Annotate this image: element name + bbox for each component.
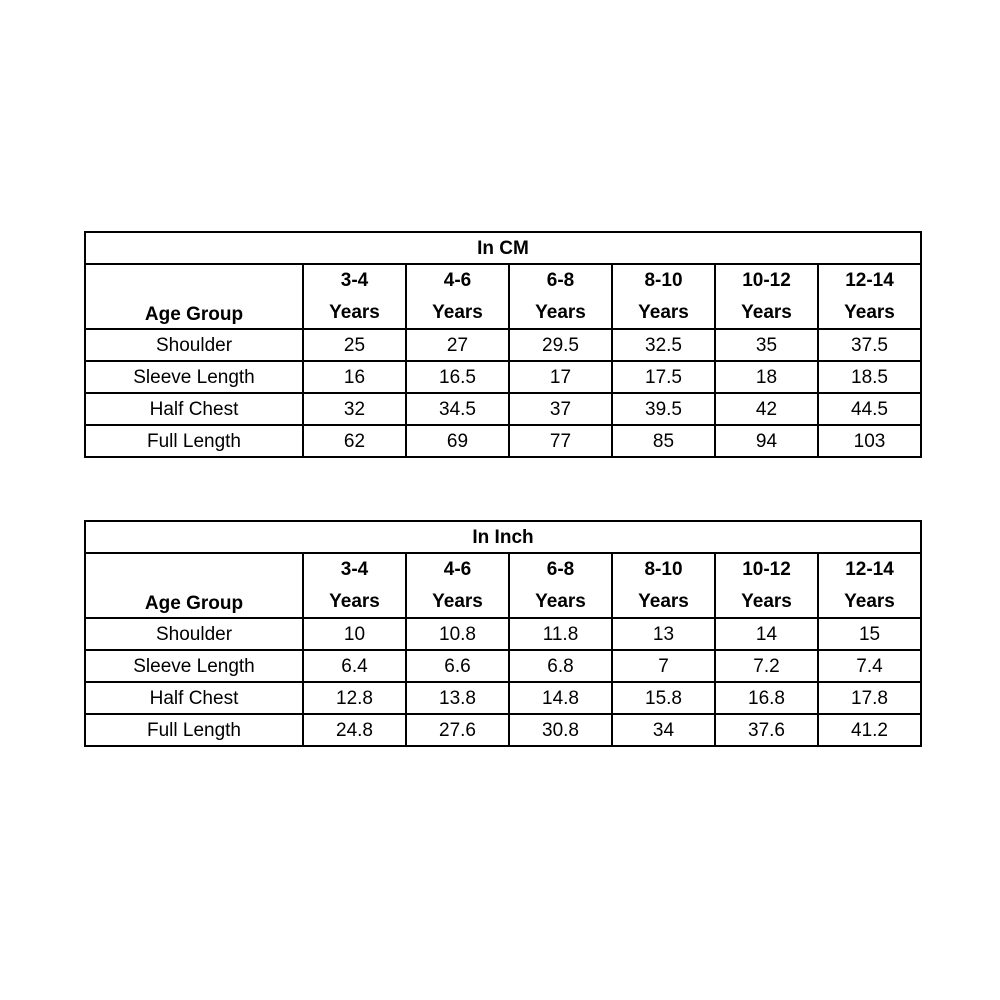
table-cell: 10 (303, 618, 406, 650)
table-cell: 103 (818, 425, 921, 457)
table-cell: 7.2 (715, 650, 818, 682)
age-unit: Years (432, 302, 483, 323)
header-row (85, 553, 921, 618)
table-cell: 34 (612, 714, 715, 746)
table-cell: 77 (509, 425, 612, 457)
age-unit: Years (432, 591, 483, 612)
table-row (85, 714, 921, 746)
table-cell: 13 (612, 618, 715, 650)
age-column-header (715, 553, 818, 618)
table-cell: 11.8 (509, 618, 612, 650)
table-cell: 24.8 (303, 714, 406, 746)
age-column-header (509, 553, 612, 618)
age-column-header (612, 264, 715, 329)
age-column-header (715, 264, 818, 329)
table-cell: 17.8 (818, 682, 921, 714)
row-label: Sleeve Length (85, 361, 303, 393)
age-range: 8-10 (644, 559, 683, 580)
table-row (85, 618, 921, 650)
row-label: Shoulder (85, 618, 303, 650)
table-cell: 12.8 (303, 682, 406, 714)
age-range: 8-10 (644, 270, 683, 291)
table-cell: 18.5 (818, 361, 921, 393)
table-row (85, 393, 921, 425)
table-row (85, 361, 921, 393)
age-unit: Years (329, 591, 380, 612)
table-cell: 25 (303, 329, 406, 361)
table-cell: 10.8 (406, 618, 509, 650)
row-label: Half Chest (85, 682, 303, 714)
age-column-header (818, 264, 921, 329)
table-cell: 34.5 (406, 393, 509, 425)
table-cell: 6.8 (509, 650, 612, 682)
age-column-header (406, 264, 509, 329)
table-title: In Inch (85, 521, 921, 553)
age-group-header: Age Group (85, 553, 303, 618)
table-cell: 32 (303, 393, 406, 425)
table-cell: 27 (406, 329, 509, 361)
table-cell: 42 (715, 393, 818, 425)
age-range: 3-4 (340, 559, 369, 580)
header-row (85, 264, 921, 329)
age-range: 4-6 (443, 270, 472, 291)
age-range: 4-6 (443, 559, 472, 580)
table-row (85, 650, 921, 682)
table-cell: 16.8 (715, 682, 818, 714)
age-unit: Years (844, 591, 895, 612)
age-range: 12-14 (845, 270, 894, 291)
table-cell: 30.8 (509, 714, 612, 746)
table-row (85, 682, 921, 714)
table-cell: 39.5 (612, 393, 715, 425)
table-cell: 17.5 (612, 361, 715, 393)
age-column-header (406, 553, 509, 618)
table-cell: 15 (818, 618, 921, 650)
table-cell: 37 (509, 393, 612, 425)
row-label: Full Length (85, 714, 303, 746)
age-unit: Years (329, 302, 380, 323)
age-range: 6-8 (546, 559, 575, 580)
table-cell: 27.6 (406, 714, 509, 746)
table-row (85, 425, 921, 457)
table-row (85, 329, 921, 361)
table-cell: 41.2 (818, 714, 921, 746)
table-cell: 16 (303, 361, 406, 393)
table-cell: 14 (715, 618, 818, 650)
age-unit: Years (741, 302, 792, 323)
table-cell: 29.5 (509, 329, 612, 361)
table-cell: 7.4 (818, 650, 921, 682)
table-cell: 14.8 (509, 682, 612, 714)
age-range: 10-12 (742, 270, 791, 291)
table-cell: 6.4 (303, 650, 406, 682)
table-cell: 18 (715, 361, 818, 393)
table-cell: 32.5 (612, 329, 715, 361)
age-column-header (303, 264, 406, 329)
table-cell: 37.5 (818, 329, 921, 361)
age-column-header (509, 264, 612, 329)
size-table-cm (84, 231, 922, 458)
table-cell: 85 (612, 425, 715, 457)
table-cell: 6.6 (406, 650, 509, 682)
age-column-header (612, 553, 715, 618)
size-table-inch (84, 520, 922, 747)
table-cell: 37.6 (715, 714, 818, 746)
age-unit: Years (535, 302, 586, 323)
age-column-header (818, 553, 921, 618)
table-cell: 94 (715, 425, 818, 457)
row-label: Shoulder (85, 329, 303, 361)
age-unit: Years (638, 591, 689, 612)
age-range: 12-14 (845, 559, 894, 580)
table-cell: 44.5 (818, 393, 921, 425)
age-range: 3-4 (340, 270, 369, 291)
table-cell: 15.8 (612, 682, 715, 714)
row-label: Full Length (85, 425, 303, 457)
row-label: Sleeve Length (85, 650, 303, 682)
table-title-row (85, 521, 921, 553)
table-cell: 13.8 (406, 682, 509, 714)
table-cell: 17 (509, 361, 612, 393)
table-title-row (85, 232, 921, 264)
table-title: In CM (85, 232, 921, 264)
age-unit: Years (844, 302, 895, 323)
age-range: 6-8 (546, 270, 575, 291)
age-unit: Years (638, 302, 689, 323)
table-cell: 7 (612, 650, 715, 682)
table-cell: 16.5 (406, 361, 509, 393)
row-label: Half Chest (85, 393, 303, 425)
table-cell: 62 (303, 425, 406, 457)
age-range: 10-12 (742, 559, 791, 580)
table-cell: 35 (715, 329, 818, 361)
age-unit: Years (535, 591, 586, 612)
age-unit: Years (741, 591, 792, 612)
table-cell: 69 (406, 425, 509, 457)
age-group-header: Age Group (85, 264, 303, 329)
age-column-header (303, 553, 406, 618)
